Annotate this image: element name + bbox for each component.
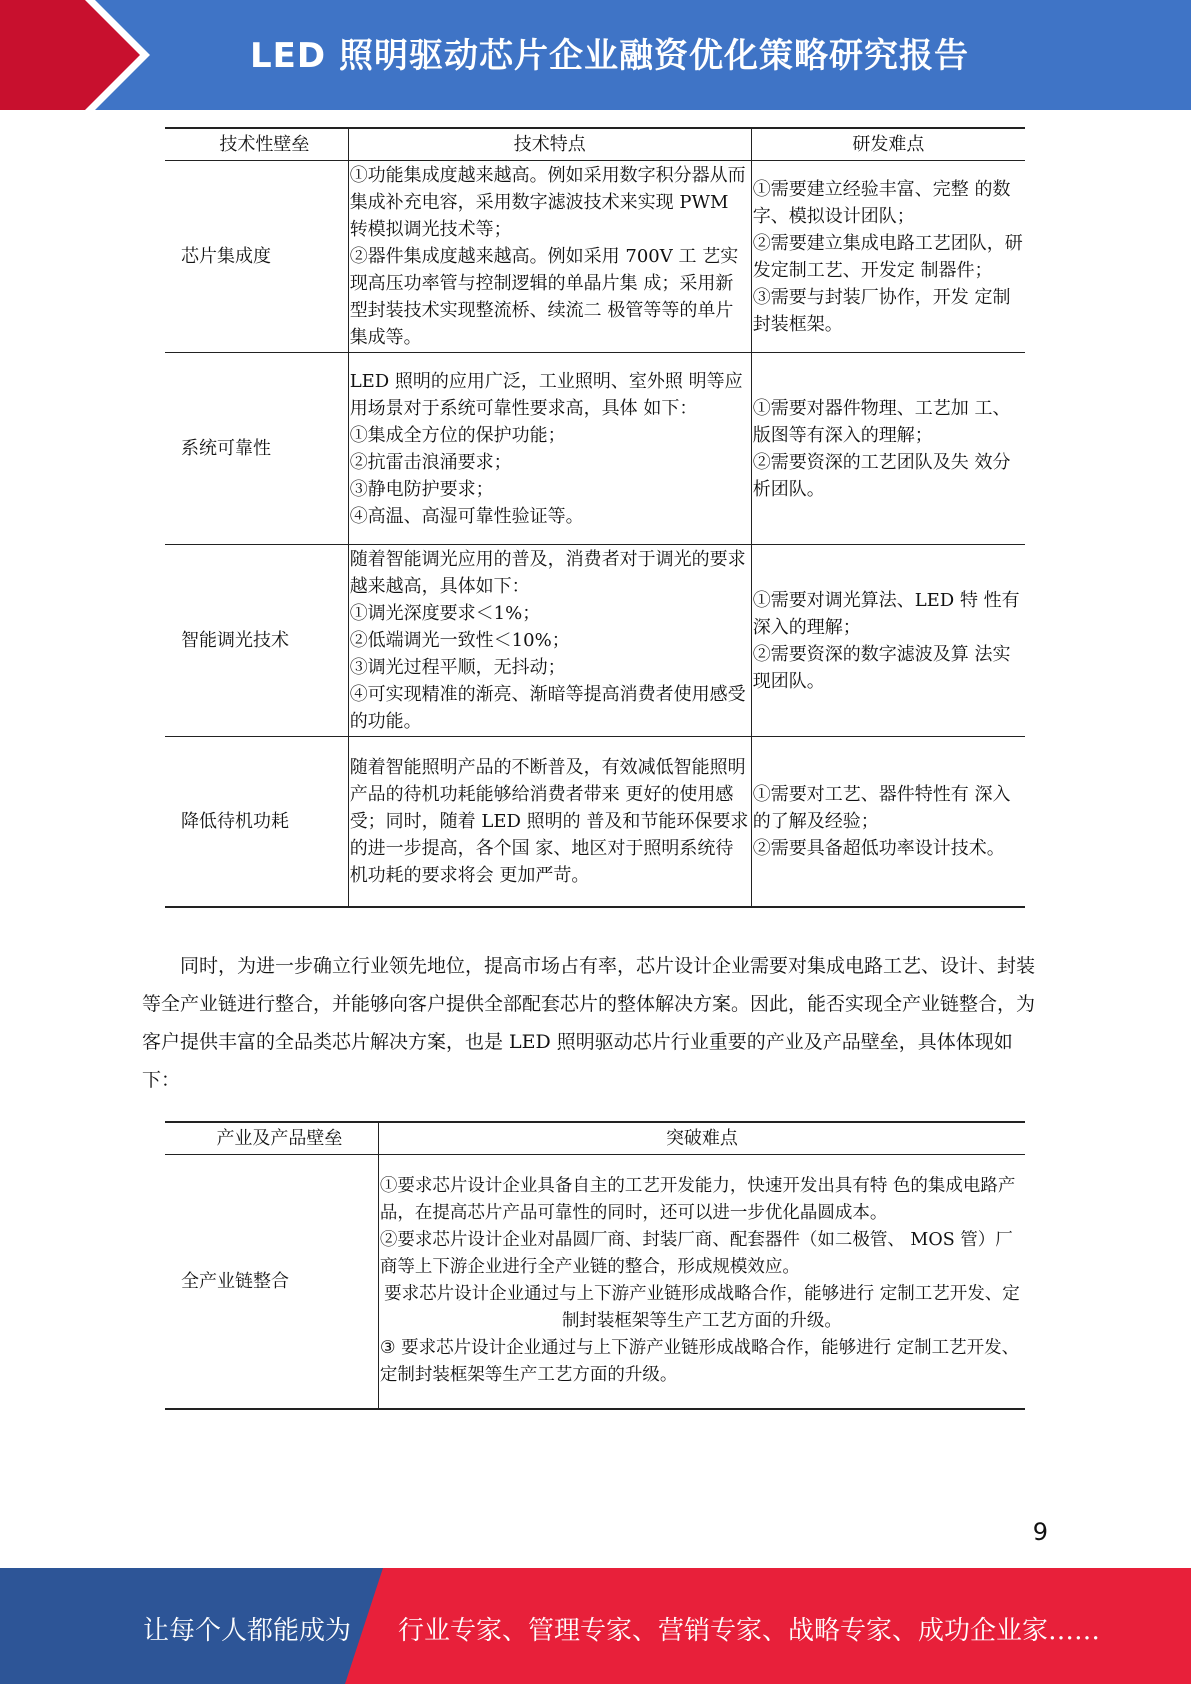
page-number: 9: [1032, 1518, 1048, 1546]
difficulty-line: ②需要建立集成电路工艺团队，研发定制工艺、开发定 制器件；: [752, 232, 1023, 281]
features-cell: [348, 545, 751, 737]
features-cell: [348, 353, 751, 545]
feature-line: 随着智能调光应用的普及，消费者对于调光的要求越来越高，具体如下：: [349, 549, 746, 597]
page-header: [0, 0, 1191, 110]
difficulty-line: ①需要对器件物理、工艺加 工、版图等有深入的理解；: [752, 397, 1011, 446]
features-cell: [348, 161, 751, 353]
tech-barrier-table: [165, 127, 1025, 908]
col-header-features: 技术特点: [348, 128, 751, 161]
col-header-breakthrough: 突破难点: [378, 1122, 1025, 1155]
feature-line: ③调光过程平顺，无抖动；: [349, 657, 566, 678]
barrier-cell: 芯片集成度: [165, 161, 348, 353]
col-header-difficulties: 研发难点: [751, 128, 1025, 161]
point-line: ②要求芯片设计企业对晶圆厂商、封装厂商、配套器件（如二极管、 MOS 管）厂商等上下游企业进行全产业链的整合，形成规模效应。: [379, 1230, 1013, 1278]
difficulties-cell: [751, 161, 1025, 353]
table-row: [165, 1155, 1025, 1409]
table-header-row: [165, 128, 1025, 161]
col-header-barrier: 技术性壁垒: [165, 128, 348, 161]
col-header-barrier: 产业及产品壁垒: [165, 1122, 378, 1155]
barrier-cell: 智能调光技术: [165, 545, 348, 737]
table-row: [165, 353, 1025, 545]
difficulty-line: ①需要对调光算法、LED 特 性有深入的理解；: [752, 589, 1020, 638]
feature-line: LED 照明的应用广泛，工业照明、室外照 明等应用场景对于系统可靠性要求高，具体 如下：: [349, 370, 743, 419]
feature-line: ①功能集成度越来越高。例如采用数字积分器从而集成补充电容，采用数字滤波技术来实现 PWM 转模拟调光技术等；: [349, 165, 746, 240]
features-cell: [348, 737, 751, 907]
footer-slogan-right: 行业专家、管理专家、营销专家、战略专家、成功企业家……: [398, 1616, 1101, 1646]
industry-barrier-table: [165, 1121, 1025, 1410]
difficulty-line: ①需要对工艺、器件特性有 深入的了解及经验；: [752, 783, 1011, 832]
table-row: [165, 545, 1025, 737]
page-footer: [0, 1568, 1191, 1684]
barrier-cell: 全产业链整合: [165, 1155, 378, 1409]
table-row: [165, 737, 1025, 907]
difficulty-line: ①需要建立经验丰富、完整 的数字、模拟设计团队；: [752, 178, 1011, 227]
difficulties-cell: [751, 545, 1025, 737]
table-row: [165, 161, 1025, 353]
difficulty-line: ②需要具备超低功率设计技术。: [752, 837, 1005, 859]
feature-line: ②低端调光一致性＜10%；: [349, 630, 570, 651]
feature-line: ①集成全方位的保护功能；: [349, 424, 566, 446]
table-header-row: [165, 1122, 1025, 1155]
footer-slogan-left: 让每个人都能成为: [143, 1616, 352, 1646]
point-line: 要求芯片设计企业通过与上下游产业链形成战略合作，能够进行 定制工艺开发、定制封装框架等生产工艺方面的升级。: [384, 1284, 1020, 1332]
body-paragraph: 同时，为进一步确立行业领先地位，提高市场占有率，芯片设计企业需要对集成电路工艺、设计、封装等全产业链进行整合，并能够向客户提供全部配套芯片的整体解决方案。因此，能否实现全产业链整合，为客户提供丰富的全品类芯片解决方案，也是 LED 照明驱动芯片行业重要的产业及产品壁垒，具体体现如下：: [142, 955, 1036, 1091]
feature-line: ④可实现精准的渐亮、渐暗等提高消费者使用感受的功能。: [349, 684, 746, 732]
point-line: ③ 要求芯片设计企业通过与上下游产业链形成战略合作，能够进行 定制工艺开发、定制封装框架等生产工艺方面的升级。: [379, 1338, 1020, 1386]
breakthrough-cell: [378, 1155, 1025, 1409]
feature-line: 随着智能照明产品的不断普及，有效减低智能照明产品的待机功耗能够给消费者带来 更好的使用感受；同时，随着 LED 照明的 普及和节能环保要求的进一步提高，各个国 家、地区对于照明系统待机功耗的要求将会 更加严苛。: [349, 756, 749, 886]
difficulties-cell: [751, 737, 1025, 907]
difficulty-line: ②需要资深的工艺团队及失 效分析团队。: [752, 451, 1011, 500]
barrier-cell: 降低待机功耗: [165, 737, 348, 907]
feature-line: ②抗雷击浪涌要求；: [349, 451, 512, 473]
feature-line: ②器件集成度越来越高。例如采用 700V 工 艺实现高压功率管与控制逻辑的单晶片集 成；采用新型封装技术实现整流桥、续流二 极管等等的单片集成等。: [349, 246, 739, 348]
feature-line: ①调光深度要求＜1%；: [349, 603, 541, 624]
difficulty-line: ②需要资深的数字滤波及算 法实现团队。: [752, 643, 1011, 692]
difficulties-cell: [751, 353, 1025, 545]
feature-line: ④高温、高湿可靠性验证等。: [349, 505, 584, 527]
difficulty-line: ③需要与封装厂协作，开发 定制封装框架。: [752, 286, 1011, 335]
header-title: LED 照明驱动芯片企业融资优化策略研究报告: [250, 36, 969, 76]
point-line: ①要求芯片设计企业具备自主的工艺开发能力，快速开发出具有特 色的集成电路产品，在提高芯片产品可靠性的同时，还可以进一步优化晶圆成本。: [379, 1176, 1016, 1224]
feature-line: ③静电防护要求；: [349, 478, 494, 500]
barrier-cell: 系统可靠性: [165, 353, 348, 545]
